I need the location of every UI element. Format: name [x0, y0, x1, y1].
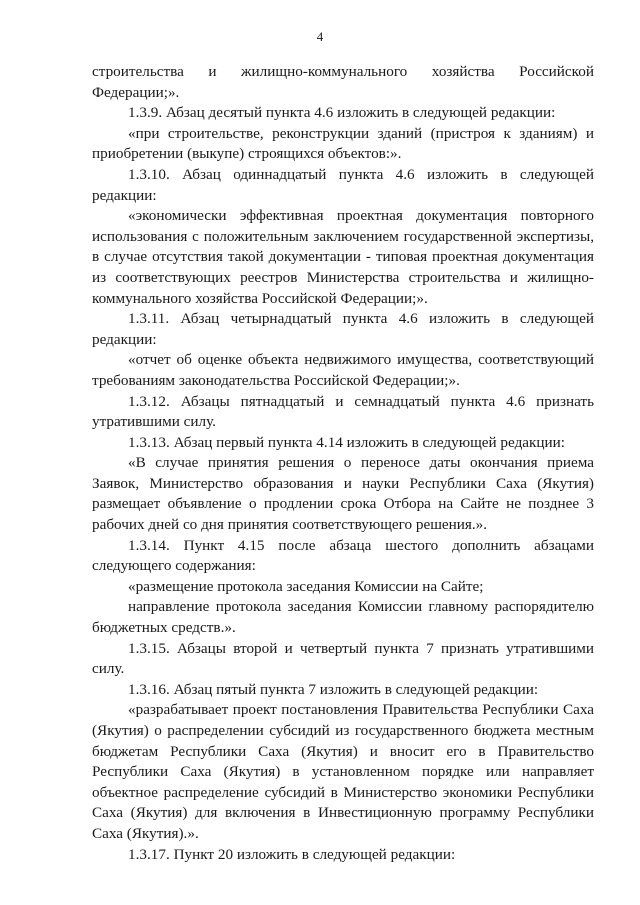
paragraph-1-3-15: 1.3.15. Абзацы второй и четвертый пункта 7 признать утратившими силу. — [92, 639, 594, 678]
document-body — [92, 62, 594, 865]
paragraph-quote: «разрабатывает проект постановления Правительства Республики Саха (Якутия) о распределении субсидий из государственного бюджета местным бюджетам Республики Саха (Якутия) и вносит его в Правительство Республики Саха (Якутия) в установленном порядке или направляет объектное распределение субсидий в Министерство экономики Республики Саха (Якутия) для включения в Инвестиционную программу Республики Саха (Якутия).». — [92, 701, 594, 842]
paragraph-quote: «размещение протокола заседания Комиссии на Сайте; — [128, 577, 484, 595]
paragraph-quote: «В случае принятия решения о переносе даты окончания приема Заявок, Министерство образования и науки Республики Саха (Якутия) размещает объявление о продлении срока Отбора на Сайте не позднее 3 рабочих дней со дня принятия соответствующего решения.». — [92, 454, 594, 534]
paragraph-quote: «отчет об оценке объекта недвижимого имущества, соответствующий требованиям законодательства Российской Федерации;». — [92, 351, 594, 389]
paragraph-1-3-14: 1.3.14. Пункт 4.15 после абзаца шестого дополнить абзацами следующего содержания: — [92, 536, 594, 575]
paragraph-1-3-16: 1.3.16. Абзац пятый пункта 7 изложить в следующей редакции: — [128, 680, 539, 698]
paragraph-1-3-12: 1.3.12. Абзацы пятнадцатый и семнадцатый пункта 4.6 признать утратившими силу. — [92, 392, 594, 431]
paragraph-1-3-11: 1.3.11. Абзац четырнадцатый пункта 4.6 изложить в следующей редакции: — [92, 310, 594, 348]
paragraph-continuation: строительства и жилищно-коммунального хозяйства Российской Федерации;». — [92, 63, 594, 101]
paragraph-1-3-13: 1.3.13. Абзац первый пункта 4.14 изложить в следующей редакции: — [128, 433, 566, 451]
paragraph-1-3-17: 1.3.17. Пункт 20 изложить в следующей редакции: — [128, 845, 456, 863]
paragraph-quote: «экономически эффективная проектная документация повторного использования с положительным заключением государственной экспертизы, в случае отсутствия такой документации - типовая проектная документация из соответствующих реестров Министерства строительства и жилищно-коммунального хозяйства Российской Федерации;». — [92, 207, 594, 307]
page-number: 4 — [316, 29, 324, 44]
paragraph-1-3-10: 1.3.10. Абзац одиннадцатый пункта 4.6 изложить в следующей редакции: — [92, 165, 594, 204]
paragraph-quote: «при строительстве, реконструкции зданий (пристроя к зданиям) и приобретении (выкупе) строящихся объектов:». — [92, 124, 594, 163]
paragraph-quote: направление протокола заседания Комиссии главному распорядителю бюджетных средств.». — [92, 598, 594, 637]
paragraph-1-3-9: 1.3.9. Абзац десятый пункта 4.6 изложить в следующей редакции: — [128, 104, 556, 122]
